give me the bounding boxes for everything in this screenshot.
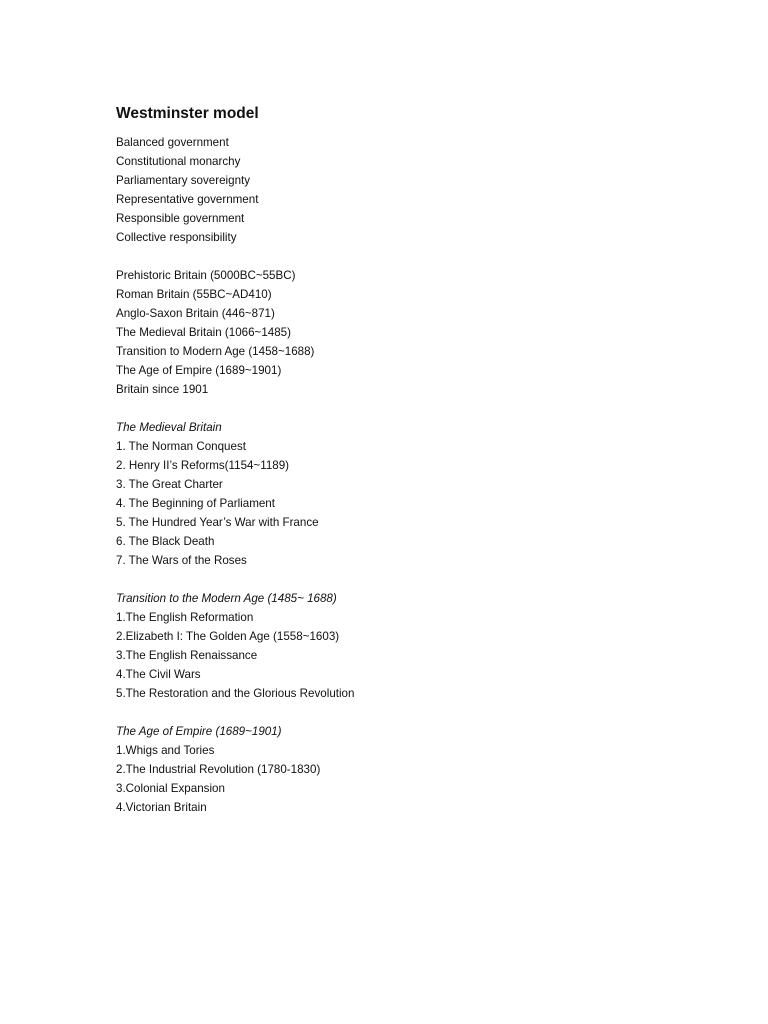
list-item: 2.Elizabeth I: The Golden Age (1558~1603) bbox=[116, 630, 340, 643]
principle-item: Collective responsibility bbox=[116, 231, 237, 244]
principle-item: Parliamentary sovereignty bbox=[116, 174, 251, 187]
list-item: 4.The Civil Wars bbox=[116, 668, 201, 681]
principle-item: Balanced government bbox=[116, 136, 229, 149]
empire-section bbox=[116, 722, 716, 817]
period-item: Britain since 1901 bbox=[116, 383, 209, 396]
list-item: 6. The Black Death bbox=[116, 535, 215, 548]
principle-item: Responsible government bbox=[116, 212, 245, 225]
spacer bbox=[116, 570, 716, 589]
list-item: 3.Colonial Expansion bbox=[116, 782, 225, 795]
list-item: 3.The English Renaissance bbox=[116, 649, 258, 662]
list-item: 1. The Norman Conquest bbox=[116, 440, 246, 453]
section-heading: Transition to the Modern Age (1485~ 1688) bbox=[116, 592, 337, 605]
list-item: 1.The English Reformation bbox=[116, 611, 254, 624]
principle-item: Representative government bbox=[116, 193, 259, 206]
list-item: 7. The Wars of the Roses bbox=[116, 554, 247, 567]
principle-item: Constitutional monarchy bbox=[116, 155, 241, 168]
period-item: The Medieval Britain (1066~1485) bbox=[116, 326, 291, 339]
document-page bbox=[116, 103, 716, 817]
period-item: Anglo-Saxon Britain (446~871) bbox=[116, 307, 275, 320]
periods-list bbox=[116, 266, 716, 399]
list-item: 5.The Restoration and the Glorious Revolution bbox=[116, 687, 355, 700]
principles-list bbox=[116, 133, 716, 247]
page-title: Westminster model bbox=[116, 105, 259, 122]
list-item: 3. The Great Charter bbox=[116, 478, 223, 491]
list-item: 1.Whigs and Tories bbox=[116, 744, 215, 757]
period-item: Prehistoric Britain (5000BC~55BC) bbox=[116, 269, 296, 282]
list-item: 4. The Beginning of Parliament bbox=[116, 497, 275, 510]
list-item: 4.Victorian Britain bbox=[116, 801, 207, 814]
list-item: 2.The Industrial Revolution (1780-1830) bbox=[116, 763, 321, 776]
section-heading: The Age of Empire (1689~1901) bbox=[116, 725, 282, 738]
period-item: Roman Britain (55BC~AD410) bbox=[116, 288, 272, 301]
list-item: 5. The Hundred Year’s War with France bbox=[116, 516, 319, 529]
section-heading: The Medieval Britain bbox=[116, 421, 222, 434]
transition-section bbox=[116, 589, 716, 703]
list-item: 2. Henry II’s Reforms(1154~1189) bbox=[116, 459, 290, 472]
period-item: The Age of Empire (1689~1901) bbox=[116, 364, 282, 377]
spacer bbox=[116, 247, 716, 266]
period-item: Transition to Modern Age (1458~1688) bbox=[116, 345, 315, 358]
spacer bbox=[116, 703, 716, 722]
medieval-section bbox=[116, 418, 716, 570]
spacer bbox=[116, 399, 716, 418]
